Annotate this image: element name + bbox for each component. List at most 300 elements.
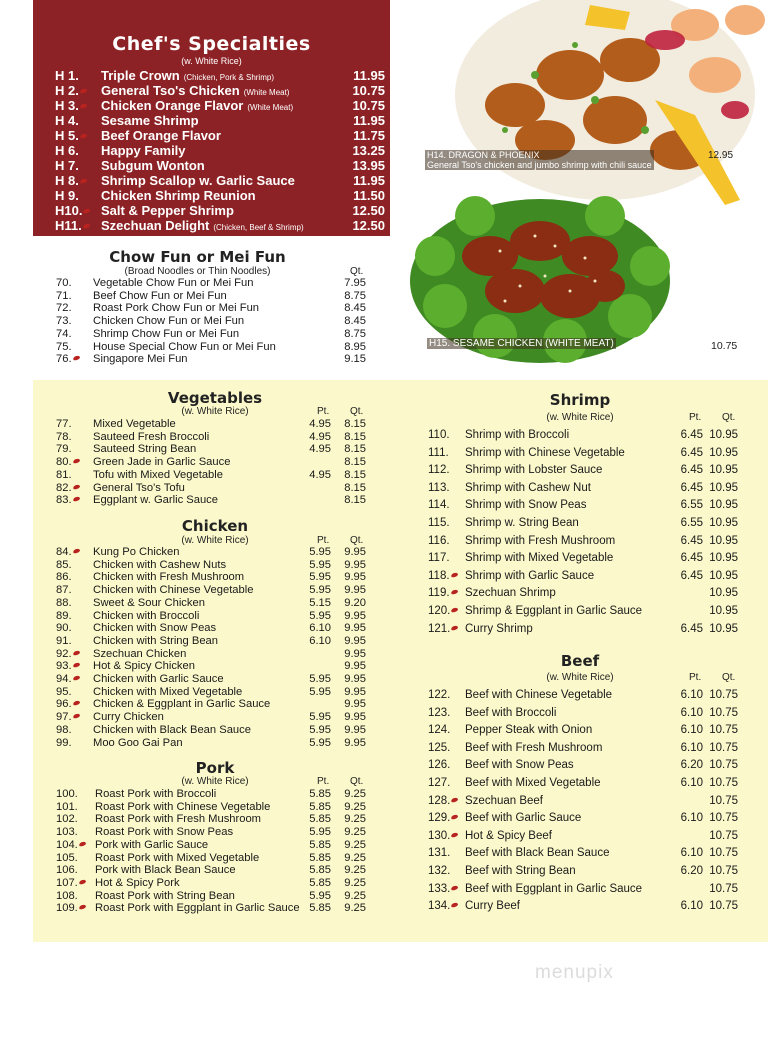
item-number: 130. (428, 830, 461, 842)
chef-menu-item (55, 98, 385, 113)
item-number: 120. (428, 605, 461, 617)
item-price-quart: 10.75 (709, 706, 738, 719)
item-number: 123. (428, 706, 451, 719)
vegetables-title: Vegetables (167, 389, 263, 407)
item-price-quart: 10.75 (709, 777, 738, 789)
item-name-text: Subgum Wonton (101, 158, 205, 173)
hot-pepper-icon (79, 102, 87, 108)
item-name: Singapore Mei Fun (93, 353, 188, 366)
hot-pepper-icon (451, 902, 459, 908)
item-code: H11. (55, 218, 93, 233)
item-price-quart: 10.95 (709, 517, 738, 529)
item-price-pint: 5.85 (309, 851, 331, 864)
pork-subtitle: (w. White Rice) (181, 776, 249, 787)
item-name: Chicken with Snow Peas (93, 622, 217, 635)
beef-title: Beef (560, 652, 600, 670)
item-price-quart: 10.75 (709, 689, 738, 701)
beef-item (428, 847, 738, 860)
pork-item (56, 788, 366, 801)
hot-pepper-icon (451, 832, 459, 838)
beef-item (428, 883, 738, 896)
item-price-quart: 8.15 (344, 418, 366, 430)
item-name: Chicken with Garlic Sauce (93, 673, 224, 685)
item-price-pint: 5.95 (309, 826, 331, 839)
hot-pepper-icon (451, 796, 459, 802)
item-name: Beef with Mixed Vegetable (465, 777, 601, 789)
item-number: 113. (428, 481, 450, 494)
item-price-quart: 7.95 (344, 277, 366, 289)
item-number: 83. (56, 494, 83, 506)
item-number: 106. (56, 864, 78, 877)
shrimp-item (428, 517, 738, 530)
item-number: 126. (428, 759, 451, 772)
beef-item (428, 724, 738, 737)
vegetables-item (56, 443, 366, 456)
item-price-quart: 10.75 (709, 724, 738, 737)
item-price-pint: 5.85 (309, 838, 331, 851)
item-price-pint: 5.95 (309, 673, 331, 685)
item-price-pint: 6.45 (680, 534, 703, 547)
item-number: 103. (56, 826, 78, 839)
item-price-quart: 10.75 (709, 794, 738, 807)
hot-pepper-icon (450, 589, 458, 595)
item-name (101, 83, 289, 98)
item-name: Shrimp with Garlic Sauce (465, 569, 595, 582)
item-price-quart: 10.95 (709, 429, 738, 441)
item-price-pint: 5.95 (309, 546, 331, 558)
shrimp-item (428, 570, 738, 583)
beef-item (428, 830, 738, 843)
item-number: 112. (428, 464, 450, 477)
menupix-watermark: menupix (535, 962, 614, 983)
item-number: 132. (428, 865, 451, 877)
h15-caption (427, 338, 616, 349)
item-price-quart: 9.25 (344, 851, 366, 864)
item-number: 98. (56, 723, 72, 736)
item-number: 81. (56, 468, 72, 481)
item-price-quart: 9.95 (344, 571, 366, 584)
pork-item (56, 864, 366, 877)
item-price-quart: 9.25 (344, 838, 366, 851)
chicken-item (56, 635, 366, 648)
item-name: Chicken with String Bean (93, 634, 218, 647)
item-price-quart: 8.45 (344, 302, 366, 315)
hot-pepper-icon (82, 222, 90, 228)
item-number: 127. (428, 777, 451, 789)
item-price-pint: 6.10 (680, 706, 703, 719)
item-name-text: Shrimp Scallop w. Garlic Sauce (101, 173, 295, 188)
item-number: 93. (56, 660, 83, 672)
item-name: Shrimp with Broccoli (465, 429, 570, 441)
chef-menu-item (55, 128, 385, 143)
item-number: 72. (56, 302, 72, 315)
vegetables-item (56, 482, 366, 495)
item-price-quart: 9.95 (344, 609, 366, 622)
h15-price: 10.75 (711, 340, 738, 352)
hot-pepper-icon (72, 662, 80, 668)
item-name: Beef with Snow Peas (465, 759, 574, 772)
chicken-item (56, 711, 366, 724)
item-price-quart: 8.15 (344, 481, 366, 494)
pork-pt-header: Pt. (317, 776, 330, 787)
shrimp-item (428, 587, 738, 600)
beef-pt-header: Pt. (689, 672, 702, 683)
item-name: Curry Beef (465, 900, 520, 913)
item-name: Eggplant w. Garlic Sauce (93, 494, 218, 507)
item-price: 10.75 (352, 98, 385, 113)
item-name (101, 128, 221, 143)
pork-item (56, 902, 366, 915)
item-code: H 5. (55, 128, 90, 143)
item-price-quart: 9.95 (344, 558, 366, 571)
item-price-quart: 10.75 (709, 865, 738, 877)
item-number: 119. (428, 587, 461, 599)
shrimp-item (428, 447, 738, 460)
item-number: 118. (428, 570, 461, 582)
chicken-pt-header: Pt. (317, 535, 330, 546)
item-price-pint: 5.95 (309, 736, 331, 749)
item-number: 124. (428, 724, 451, 737)
chowfun-item (56, 302, 366, 315)
chowfun-item (56, 341, 366, 354)
beef-item (428, 865, 738, 878)
item-price-quart: 10.95 (709, 552, 738, 565)
chicken-item (56, 686, 366, 699)
item-name: Beef with Broccoli (465, 706, 557, 719)
item-price-pint: 5.15 (309, 596, 331, 609)
item-name (101, 68, 274, 83)
item-price-quart: 9.25 (344, 788, 366, 800)
item-price-pint: 5.85 (309, 864, 331, 877)
item-price-pint: 6.45 (680, 429, 703, 441)
pork-item (56, 890, 366, 903)
item-price-quart: 9.25 (344, 826, 366, 839)
chicken-item (56, 584, 366, 597)
chicken-title: Chicken (181, 517, 249, 535)
item-price: 13.95 (352, 158, 385, 173)
item-price-quart: 9.25 (344, 876, 366, 889)
h14-caption (425, 150, 654, 170)
beef-item (428, 900, 738, 913)
hot-pepper-icon (451, 884, 459, 890)
dragon-phoenix-image (395, 0, 768, 215)
hot-pepper-icon (79, 177, 87, 183)
item-price-pint: 6.10 (680, 812, 703, 825)
hot-pepper-icon (72, 675, 80, 681)
item-number: 117. (428, 552, 450, 565)
item-name-text: Szechuan Delight (101, 218, 210, 233)
item-note: (Chicken, Pork & Shrimp) (183, 73, 274, 82)
item-number: 128. (428, 795, 461, 807)
item-number: 74. (56, 327, 72, 340)
item-name: Hot & Spicy Chicken (93, 660, 195, 673)
hot-pepper-icon (72, 458, 80, 464)
beef-subtitle: (w. White Rice) (546, 672, 614, 683)
item-price-quart: 10.75 (709, 900, 738, 913)
item-price-pint: 5.95 (309, 609, 331, 622)
item-number: 92. (56, 648, 83, 660)
item-price-quart: 10.95 (709, 534, 738, 547)
item-name-text: Sesame Shrimp (101, 113, 199, 128)
beef-item (428, 759, 738, 772)
item-number: 82. (56, 482, 83, 494)
item-price: 11.75 (353, 128, 385, 143)
item-price-quart: 8.95 (344, 340, 366, 353)
item-number: 129. (428, 812, 461, 824)
pork-item (56, 826, 366, 839)
chef-menu-item (55, 173, 385, 188)
chowfun-title: Chow Fun or Mei Fun (109, 248, 286, 266)
pork-qt-header: Qt. (350, 776, 364, 787)
item-name: Beef with String Bean (465, 865, 576, 877)
sesame-chicken-photo (405, 186, 675, 366)
item-number: 80. (56, 456, 83, 468)
item-name: Chicken & Eggplant in Garlic Sauce (93, 698, 271, 711)
item-price-pint: 6.55 (680, 517, 703, 529)
item-name (101, 188, 256, 203)
chowfun-item (56, 315, 366, 328)
item-number: 114. (428, 499, 450, 512)
item-name: Chicken with Cashew Nuts (93, 558, 227, 571)
chef-menu-item (55, 188, 385, 203)
chef-menu-item (55, 143, 385, 158)
pork-item (56, 813, 366, 826)
item-price-pint: 5.85 (309, 813, 331, 826)
item-number: 94. (56, 673, 83, 685)
item-code: H 4. (55, 113, 79, 128)
item-name: Shrimp Chow Fun or Mei Fun (93, 327, 240, 340)
vegetables-item (56, 418, 366, 431)
item-code: H 1. (55, 68, 79, 83)
item-price-quart: 8.75 (344, 289, 366, 302)
item-name: Chicken with Fresh Mushroom (93, 571, 245, 584)
item-name-text: Triple Crown (101, 68, 180, 83)
item-price-pint: 5.95 (309, 558, 331, 571)
hot-pepper-icon (72, 700, 80, 706)
beef-item (428, 689, 738, 702)
vegetables-qt-header: Qt. (350, 406, 364, 417)
item-price-quart: 9.95 (344, 673, 366, 685)
item-name-text: Salt & Pepper Shrimp (101, 203, 234, 218)
item-price-quart: 10.75 (709, 829, 738, 842)
item-number: 107. (56, 877, 89, 889)
item-price-pint: 6.10 (309, 634, 331, 647)
item-price-pint: 6.10 (680, 900, 703, 913)
chicken-subtitle: (w. White Rice) (181, 535, 249, 546)
item-price-quart: 9.95 (344, 622, 366, 635)
item-price-quart: 10.95 (709, 499, 738, 512)
item-price: 11.95 (353, 113, 385, 128)
item-price-pint: 6.10 (680, 847, 703, 860)
pork-item (56, 852, 366, 865)
item-name: Roast Pork Chow Fun or Mei Fun (93, 302, 260, 315)
item-price-quart: 9.95 (344, 660, 366, 673)
item-price: 12.50 (352, 218, 385, 233)
item-price-pint: 6.20 (680, 759, 703, 772)
item-price-quart: 9.20 (344, 596, 366, 609)
shrimp-item (428, 464, 738, 477)
item-code: H 2. (55, 83, 90, 98)
item-price-quart: 9.95 (344, 685, 366, 698)
item-name: Curry Shrimp (465, 622, 533, 635)
item-price: 11.95 (353, 68, 385, 83)
item-number: 121. (428, 623, 461, 635)
item-name: Sweet & Sour Chicken (93, 596, 205, 609)
shrimp-qt-header: Qt. (722, 412, 736, 423)
item-name-text: Happy Family (101, 143, 186, 158)
pork-item (56, 801, 366, 814)
chef-menu-item (55, 83, 385, 98)
item-price-pint: 6.10 (680, 741, 703, 754)
chowfun-item (56, 353, 366, 366)
item-number: 84. (56, 546, 83, 558)
item-name: Szechuan Shrimp (465, 587, 556, 600)
chowfun-item (56, 328, 366, 341)
item-price-pint: 6.45 (680, 569, 703, 582)
item-price-quart: 8.15 (344, 468, 366, 481)
item-price-pint: 5.95 (309, 889, 331, 902)
item-code: H 8. (55, 173, 90, 188)
item-name: Chicken with Black Bean Sauce (93, 723, 251, 736)
item-number: 86. (56, 571, 72, 584)
chef-menu-item (55, 158, 385, 173)
item-name: Roast Pork with Eggplant in Garlic Sauce (95, 902, 300, 915)
item-price-quart: 10.75 (709, 812, 738, 825)
item-price-quart: 8.15 (344, 430, 366, 443)
item-price-quart: 9.95 (344, 634, 366, 647)
item-name: Shrimp with Lobster Sauce (465, 464, 603, 477)
item-name: Pork with Black Bean Sauce (95, 864, 236, 877)
chicken-item (56, 737, 366, 750)
item-price-quart: 10.95 (709, 605, 738, 617)
item-name: Roast Pork with Chinese Vegetable (95, 800, 271, 813)
chicken-qt-header: Qt. (350, 535, 364, 546)
item-price-quart: 9.25 (344, 813, 366, 826)
chicken-item (56, 698, 366, 711)
item-name: Shrimp with Fresh Mushroom (465, 534, 616, 547)
item-number: 131. (428, 847, 451, 860)
hot-pepper-icon (451, 624, 459, 630)
hot-pepper-icon (451, 607, 459, 613)
beef-qt-header: Qt. (722, 672, 736, 683)
h14-price: 12.95 (708, 150, 734, 161)
beef-item (428, 795, 738, 808)
hot-pepper-icon (72, 355, 80, 361)
item-name: Shrimp with Cashew Nut (465, 481, 591, 494)
shrimp-pt-header: Pt. (689, 412, 702, 423)
item-price: 10.75 (352, 83, 385, 98)
item-name: Beef with Black Bean Sauce (465, 847, 610, 860)
item-price-pint: 6.10 (309, 622, 331, 635)
chef-menu-item (55, 218, 385, 233)
hot-pepper-icon (72, 548, 80, 554)
pork-title: Pork (195, 759, 235, 777)
pork-item (56, 839, 366, 852)
item-name (101, 173, 295, 188)
item-name: Mixed Vegetable (93, 418, 176, 430)
item-name (101, 203, 234, 218)
item-number: 90. (56, 622, 72, 635)
item-price-pint: 6.55 (680, 499, 703, 512)
hot-pepper-icon (72, 483, 80, 489)
vegetables-item (56, 456, 366, 469)
item-price: 12.50 (352, 203, 385, 218)
item-price-pint: 5.85 (309, 902, 331, 915)
item-price-quart: 8.15 (344, 443, 366, 456)
chicken-item (56, 724, 366, 737)
item-number: 133. (428, 883, 461, 895)
item-number: 85. (56, 558, 72, 571)
item-price-pint: 6.20 (680, 865, 703, 877)
item-price-quart: 9.95 (344, 546, 366, 558)
hot-pepper-icon (451, 814, 459, 820)
item-price-quart: 10.95 (709, 622, 738, 635)
chicken-item (56, 546, 366, 559)
hot-pepper-icon (450, 572, 458, 578)
item-price-quart: 9.25 (344, 902, 366, 915)
item-price-quart: 10.75 (709, 741, 738, 754)
item-number: 95. (56, 685, 72, 698)
item-name: General Tso's Tofu (93, 481, 185, 494)
item-price-pint: 6.45 (680, 552, 703, 565)
item-number: 87. (56, 584, 72, 597)
item-name: Curry Chicken (93, 711, 164, 724)
chicken-item (56, 673, 366, 686)
item-number: 96. (56, 698, 83, 710)
item-name: Tofu with Mixed Vegetable (93, 468, 223, 481)
item-name: Shrimp & Eggplant in Garlic Sauce (465, 605, 643, 617)
item-price-pint: 6.45 (680, 481, 703, 494)
dragon-phoenix-photo (395, 0, 768, 215)
hot-pepper-icon (78, 879, 86, 885)
item-price-quart: 8.15 (344, 494, 366, 507)
pork-item (56, 877, 366, 890)
item-name: Hot & Spicy Pork (95, 876, 180, 889)
item-name: Beef with Garlic Sauce (465, 812, 582, 825)
shrimp-item (428, 535, 738, 548)
item-name-text: Beef Orange Flavor (101, 128, 221, 143)
item-name: Moo Goo Gai Pan (93, 736, 183, 749)
h14-desc: General Tso's chicken and jumbo shrimp with chili sauce (427, 160, 652, 170)
hot-pepper-icon (78, 904, 86, 910)
vegetables-item (56, 431, 366, 444)
chowfun-subtitle: (Broad Noodles or Thin Noodles) (124, 266, 271, 277)
item-name-text: Chicken Shrimp Reunion (101, 188, 256, 203)
item-name: House Special Chow Fun or Mei Fun (93, 340, 276, 353)
item-price-pint: 5.85 (309, 788, 331, 800)
item-code: H 7. (55, 158, 79, 173)
chicken-item (56, 610, 366, 623)
item-price-quart: 9.95 (344, 736, 366, 749)
item-price-pint: 5.95 (309, 584, 331, 597)
item-price-quart: 9.95 (344, 584, 366, 597)
item-number: 116. (428, 534, 450, 547)
item-price-pint: 5.95 (309, 711, 331, 724)
item-price-quart: 10.95 (709, 587, 738, 600)
vegetables-pt-header: Pt. (317, 406, 330, 417)
item-price-quart: 8.45 (344, 315, 366, 328)
item-name: Beef with Fresh Mushroom (465, 741, 603, 754)
item-name: Chicken with Chinese Vegetable (93, 584, 254, 597)
item-price-quart: 10.75 (709, 882, 738, 895)
chicken-item (56, 559, 366, 572)
chef-specialties-panel (33, 0, 390, 236)
item-price-quart: 10.95 (709, 446, 738, 459)
chicken-item (56, 648, 366, 661)
chef-specialties-title: Chef's Specialties (112, 33, 311, 55)
hot-pepper-icon (79, 87, 87, 93)
item-number: 102. (56, 813, 78, 826)
